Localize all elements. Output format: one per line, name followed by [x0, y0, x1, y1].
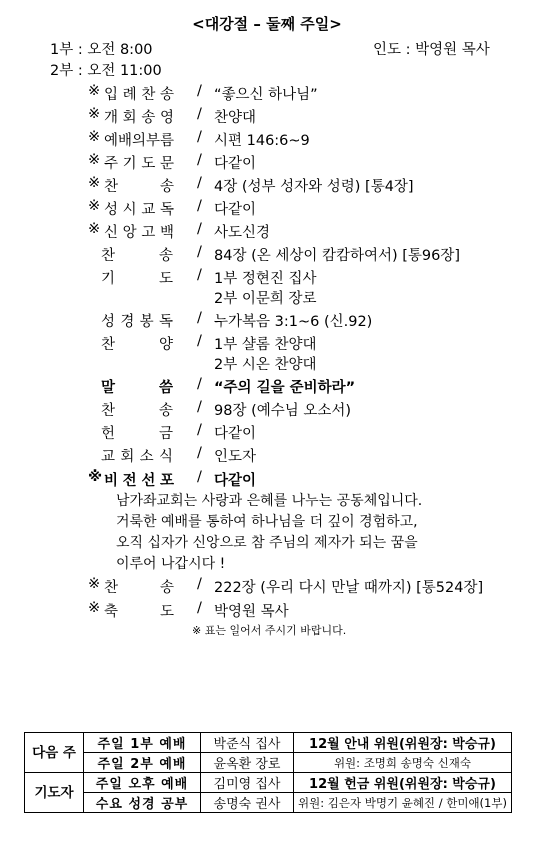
order-item-label-char: 헌 — [101, 426, 116, 442]
order-item-value: 1부 샬롬 찬양대 — [214, 337, 317, 353]
separator: / — [197, 399, 202, 415]
order-item-label — [101, 445, 173, 466]
required-standing-mark: ※ — [88, 600, 101, 616]
order-item-label-char: 기 — [122, 156, 137, 172]
order-item-label-char: 송 — [141, 110, 156, 126]
bulletin-title: <대강절 – 둘째 주일> — [192, 15, 342, 33]
order-item-label-char: 식 — [158, 449, 173, 465]
order-item-label — [101, 399, 173, 420]
order-item-label-char: 소 — [139, 449, 154, 465]
prayer-leader-label: 기도자 — [25, 773, 84, 813]
order-item-label-char: 도 — [158, 271, 173, 287]
order-item-label-char: 례 — [122, 87, 137, 103]
order-item-label — [101, 244, 173, 265]
required-standing-mark: ※ — [88, 469, 103, 485]
order-item-value: 찬양대 — [214, 110, 257, 126]
order-item-label-char: 앙 — [122, 225, 137, 241]
service-name: 수요 성경 공부 — [84, 793, 201, 813]
order-item-label-char: 경 — [120, 314, 135, 330]
order-item-label-char: 입 — [104, 87, 119, 103]
order-item-label-char: 회 — [120, 449, 135, 465]
order-item-label-char: 문 — [159, 156, 174, 172]
separator: / — [197, 129, 202, 145]
required-standing-mark: ※ — [88, 221, 101, 237]
service-time-1: 1부 : 오전 8:00 — [50, 42, 153, 58]
separator: / — [197, 244, 202, 260]
order-item-value-2: 2부 시온 찬양대 — [214, 357, 317, 373]
order-item-value: 다같이 — [214, 473, 257, 489]
service-name: 주일 2부 예배 — [84, 753, 201, 773]
separator: / — [197, 175, 202, 191]
offering-committee-members: 위원: 김은자 박명기 윤혜진 / 한미애(1부) — [294, 793, 512, 813]
separator: / — [197, 376, 202, 392]
separator: / — [197, 310, 202, 326]
separator: / — [197, 445, 202, 461]
required-standing-mark: ※ — [88, 576, 101, 592]
required-standing-mark: ※ — [88, 175, 101, 191]
order-item-value: 사도신경 — [214, 225, 271, 241]
order-item-label-char: 백 — [159, 225, 174, 241]
separator: / — [197, 422, 202, 438]
order-item-label-char: 도 — [141, 156, 156, 172]
order-item-label — [104, 83, 174, 104]
service-time-2: 2부 : 오전 11:00 — [50, 63, 162, 79]
separator: / — [197, 576, 202, 592]
order-item-label — [104, 221, 174, 242]
order-item-label-char: 송 — [159, 87, 174, 103]
separator: / — [197, 198, 202, 214]
order-item-label — [101, 267, 173, 288]
order-item-label-char: 시 — [122, 202, 137, 218]
separator: / — [197, 152, 202, 168]
separator: / — [197, 600, 202, 616]
order-item-value-2: 2부 이문희 장로 — [214, 291, 317, 307]
order-item-label-char: 송 — [158, 403, 173, 419]
usher-committee-members: 위원: 조명희 송명숙 신재숙 — [294, 753, 512, 773]
order-item-label — [104, 576, 174, 597]
order-item-label-char: 기 — [101, 271, 116, 287]
vision-line: 이루어 나갑시다 ! — [116, 556, 226, 572]
order-item-label-char: 송 — [158, 248, 173, 264]
order-item-label — [101, 422, 173, 443]
prayer-person: 박준식 집사 — [201, 733, 294, 753]
required-standing-mark: ※ — [88, 198, 101, 214]
order-item-label-char: 독 — [159, 202, 174, 218]
order-item-label — [104, 175, 174, 196]
order-item-label-char: 신 — [104, 225, 119, 241]
order-item-label-char: 찬 — [101, 337, 116, 353]
next-week-label: 다음 주 — [25, 733, 84, 773]
order-item-label-char: 전 — [122, 473, 137, 489]
order-item-label — [101, 310, 173, 331]
separator: / — [197, 221, 202, 237]
order-item-label-char: 부름 — [146, 133, 175, 149]
order-item-value: 1부 정현진 집사 — [214, 271, 317, 287]
separator: / — [197, 333, 202, 349]
required-standing-mark: ※ — [88, 129, 101, 145]
order-item-label-char: 성 — [104, 202, 119, 218]
standing-note: ※ 표는 일어서 주시기 바랍니다. — [192, 624, 347, 637]
required-standing-mark: ※ — [88, 83, 101, 99]
order-item-label-char: 포 — [159, 473, 174, 489]
order-item-label-char: 성 — [101, 314, 116, 330]
order-item-value: 다같이 — [214, 202, 257, 218]
service-name: 주일 오후 예배 — [84, 773, 201, 793]
order-item-value: 시편 146:6~9 — [214, 133, 310, 149]
service-name: 주일 1부 예배 — [84, 733, 201, 753]
order-item-label-char: 송 — [159, 580, 174, 596]
order-item-label-char: 금 — [158, 426, 173, 442]
prayer-person: 윤옥환 장로 — [201, 753, 294, 773]
order-item-value: 222장 (우리 다시 만날 때까지) [통524장] — [214, 580, 484, 596]
order-item-value: 98장 (예수님 오소서) — [214, 403, 352, 419]
order-item-value: 4장 (성부 성자와 성령) [통4장] — [214, 179, 414, 195]
order-item-label-char: 개 — [104, 110, 119, 126]
order-item-value: 박영원 목사 — [214, 604, 289, 620]
order-item-label-char: 찬 — [101, 403, 116, 419]
order-item-label-char: 회 — [122, 110, 137, 126]
prayer-person: 송명숙 권사 — [201, 793, 294, 813]
order-item-label — [104, 469, 174, 490]
order-item-value: 인도자 — [214, 449, 257, 465]
order-item-label — [104, 152, 174, 173]
order-item-label-char: 교 — [141, 202, 156, 218]
order-item-label-char: 찬 — [104, 580, 119, 596]
order-item-label-char: 찬 — [141, 87, 156, 103]
order-item-label — [104, 600, 174, 621]
order-item-value: 다같이 — [214, 156, 257, 172]
order-item-label-char: 찬 — [104, 179, 119, 195]
order-item-label-char: 씀 — [158, 380, 173, 396]
required-standing-mark: ※ — [88, 152, 101, 168]
order-item-label-char: 영 — [159, 110, 174, 126]
order-item-label-char: 도 — [159, 604, 174, 620]
order-item-label-char: 예배의 — [104, 133, 147, 149]
required-standing-mark: ※ — [88, 106, 101, 122]
separator: / — [197, 469, 202, 485]
offering-committee-title: 12월 헌금 위원(위원장: 박승규) — [294, 773, 512, 793]
order-item-label — [104, 106, 174, 127]
order-item-label — [101, 333, 173, 354]
order-item-value: 누가복음 3:1~6 (신.92) — [214, 314, 373, 330]
vision-line: 오직 십자가 신앙으로 참 주님의 제자가 되는 꿈을 — [116, 535, 418, 551]
order-item-label — [104, 129, 174, 150]
order-item-label-char: 송 — [159, 179, 174, 195]
order-item-value: “주의 길을 준비하라” — [214, 380, 356, 396]
order-item-label-char: 독 — [158, 314, 173, 330]
order-item-label-char: 찬 — [101, 248, 116, 264]
order-item-value: 다같이 — [214, 426, 257, 442]
order-item-label-char: 양 — [158, 337, 173, 353]
usher-committee-title: 12월 안내 위원(위원장: 박승규) — [294, 733, 512, 753]
order-item-label-char: 봉 — [139, 314, 154, 330]
order-item-label-char: 고 — [141, 225, 156, 241]
separator: / — [197, 83, 202, 99]
vision-line: 남가좌교회는 사랑과 은혜를 나누는 공동체입니다. — [116, 493, 423, 509]
order-item-value: 84장 (온 세상이 캄캄하여서) [통96장] — [214, 248, 461, 264]
prayer-duty-table — [24, 732, 512, 813]
order-item-label — [104, 198, 174, 219]
vision-line: 거룩한 예배를 통하여 하나님을 더 깊이 경험하고, — [116, 514, 418, 530]
separator: / — [197, 106, 202, 122]
order-item-label-char: 말 — [101, 380, 116, 396]
order-item-label-char: 비 — [104, 473, 119, 489]
order-item-label — [101, 376, 173, 397]
separator: / — [197, 267, 202, 283]
order-item-label-char: 선 — [141, 473, 156, 489]
prayer-person: 김미영 집사 — [201, 773, 294, 793]
order-item-label-char: 교 — [101, 449, 116, 465]
order-item-label-char: 주 — [104, 156, 119, 172]
order-item-label-char: 축 — [104, 604, 119, 620]
order-item-value: “좋으신 하나님” — [214, 87, 318, 103]
service-leader: 인도 : 박영원 목사 — [373, 42, 490, 58]
